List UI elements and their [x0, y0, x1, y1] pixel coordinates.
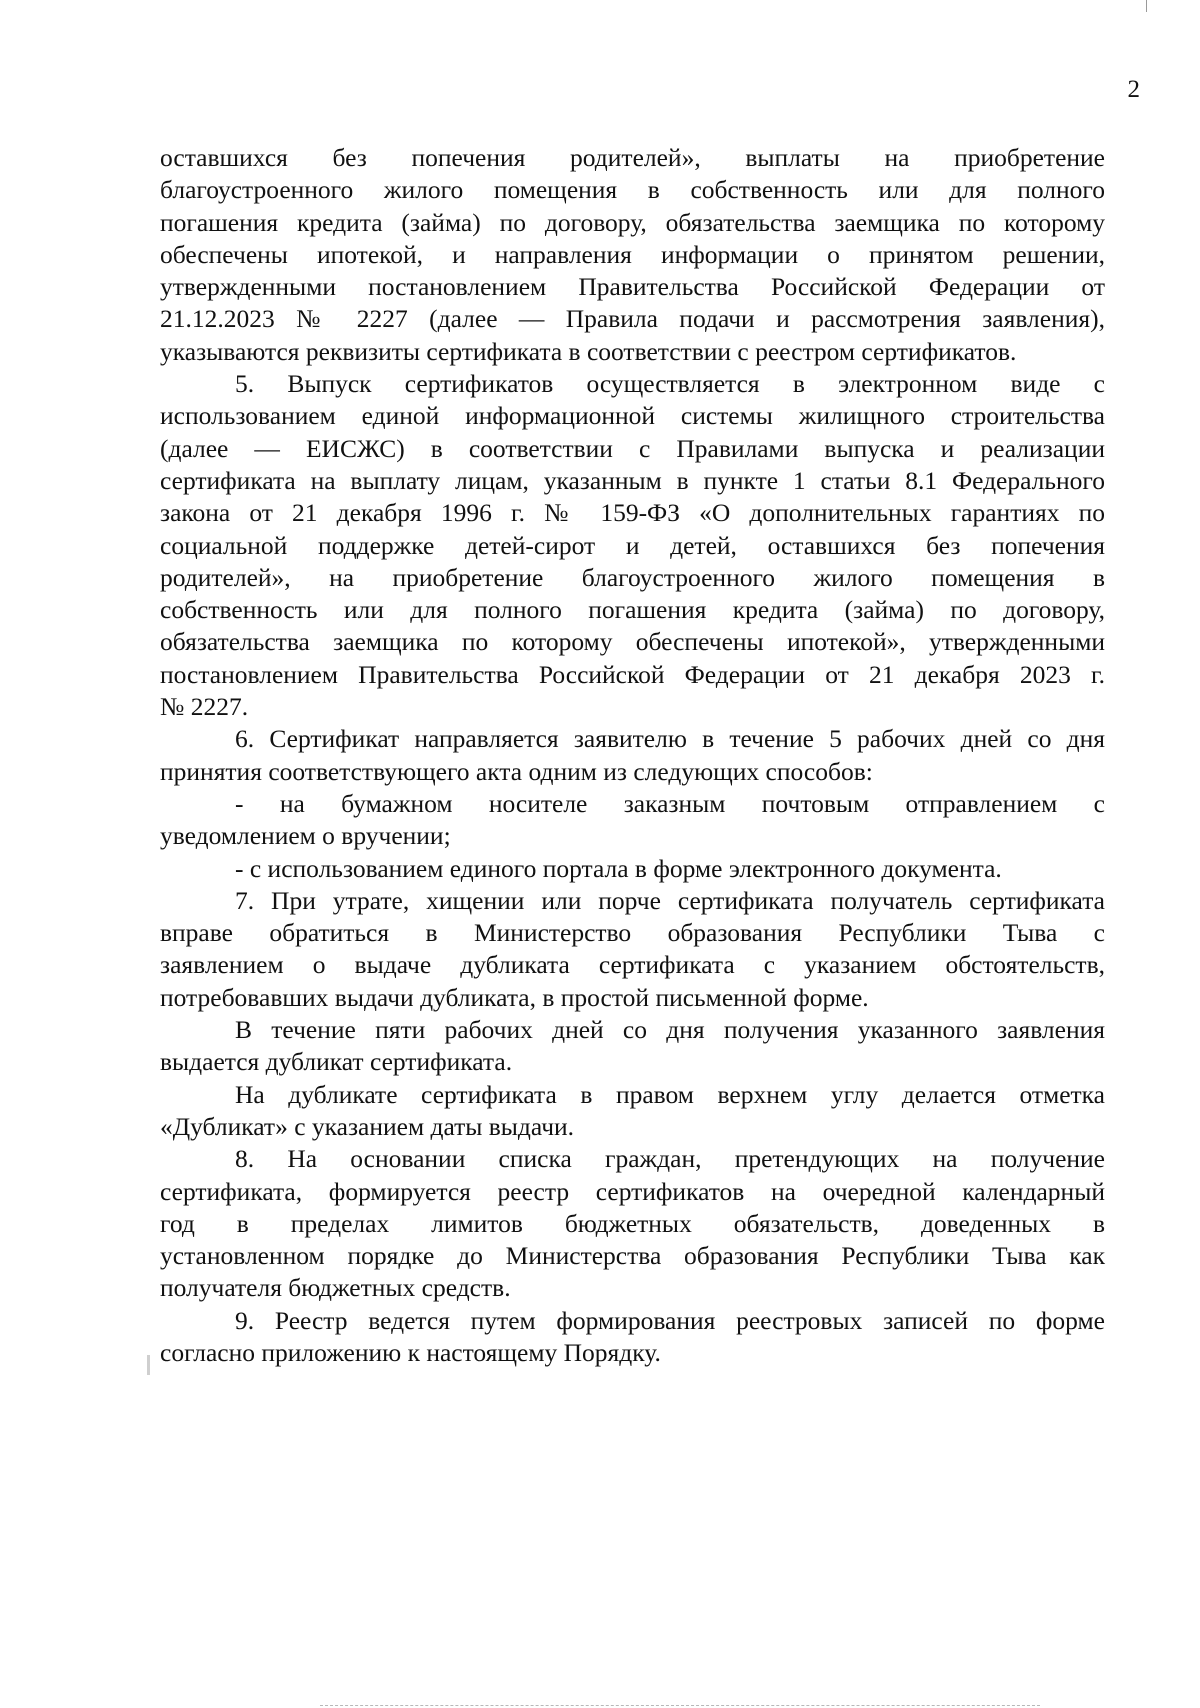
text-line: «Дубликат» с указанием даты выдачи.: [160, 1111, 575, 1141]
text-line: потребовавших выдачи дубликата, в простой письменной форме.: [160, 982, 869, 1012]
text-line: вправе обратиться в Министерство образования Республики Тыва с: [160, 918, 1105, 948]
text-line: обязательства заемщика по которому обеспечены ипотекой», утвержденными: [160, 627, 1105, 657]
list-item-first-line: - на бумажном носителе заказным почтовым отправлением с: [235, 788, 1105, 818]
document-body: [160, 142, 1105, 1369]
text-line: получателя бюджетных средств.: [160, 1273, 511, 1303]
paragraph-first-line: На дубликате сертификата в правом верхнем углу делается отметка: [235, 1079, 1105, 1109]
text-line: указываются реквизиты сертификата в соответствии с реестром сертификатов.: [160, 336, 1017, 366]
text-line: оставшихся без попечения родителей», выплаты на приобретение: [160, 143, 1105, 172]
paragraph-first-line: В течение пяти рабочих дней со дня получения указанного заявления: [235, 1015, 1105, 1045]
text-line: утвержденными постановлением Правительства Российской Федерации от: [160, 272, 1105, 302]
text-line: закона от 21 декабря 1996 г. № 159-ФЗ «О дополнительных гарантиях по: [160, 498, 1105, 528]
text-line: собственность или для полного погашения кредита (займа) по договору,: [160, 595, 1105, 625]
text-line: уведомлением о вручении;: [160, 821, 451, 851]
text-line: сертификата, формируется реестр сертификатов на очередной календарный: [160, 1176, 1105, 1206]
text-line: постановлением Правительства Российской Федерации от 21 декабря 2023 г.: [160, 659, 1105, 689]
text-line: обеспечены ипотекой, и направления информации о принятом решении,: [160, 239, 1105, 269]
scan-edge-mark: [147, 1355, 150, 1375]
text-line: 21.12.2023 № 2227 (далее — Правила подачи и рассмотрения заявления),: [160, 304, 1105, 334]
text-line: выдается дубликат сертификата.: [160, 1047, 513, 1077]
text-line: сертификата на выплату лицам, указанным в пункте 1 статьи 8.1 Федерального: [160, 465, 1105, 495]
text-line: использованием единой информационной системы жилищного строительства: [160, 401, 1105, 431]
text-line: согласно приложению к настоящему Порядку.: [160, 1337, 661, 1367]
text-line: родителей», на приобретение благоустроенного жилого помещения в: [160, 562, 1105, 592]
list-item-first-line: - с использованием единого портала в форме электронного документа.: [235, 853, 1002, 883]
paragraph-first-line: 9. Реестр ведется путем формирования реестровых записей по форме: [235, 1305, 1105, 1335]
paragraph-first-line: 8. На основании списка граждан, претендующих на получение: [235, 1144, 1105, 1174]
scan-edge-mark: [1146, 0, 1147, 12]
paragraph-first-line: 6. Сертификат направляется заявителю в течение 5 рабочих дней со дня: [235, 724, 1105, 754]
text-line: № 2227.: [160, 692, 249, 722]
text-line: год в пределах лимитов бюджетных обязательств, доведенных в: [160, 1208, 1105, 1238]
text-line: заявлением о выдаче дубликата сертификата с указанием обстоятельств,: [160, 950, 1105, 980]
text-line: (далее — ЕИСЖС) в соответствии с Правилами выпуска и реализации: [160, 433, 1105, 463]
page-number: 2: [1127, 76, 1140, 103]
text-line: установленном порядке до Министерства образования Республики Тыва как: [160, 1241, 1105, 1271]
text-line: погашения кредита (займа) по договору, обязательства заемщика по которому: [160, 207, 1105, 237]
text-line: благоустроенного жилого помещения в собственность или для полного: [160, 175, 1105, 205]
paragraph-first-line: 7. При утрате, хищении или порче сертификата получатель сертификата: [235, 885, 1105, 915]
text-line: принятия соответствующего акта одним из следующих способов:: [160, 756, 873, 786]
text-line: социальной поддержке детей-сирот и детей, оставшихся без попечения: [160, 530, 1105, 560]
paragraph-first-line: 5. Выпуск сертификатов осуществляется в электронном виде с: [235, 369, 1105, 399]
